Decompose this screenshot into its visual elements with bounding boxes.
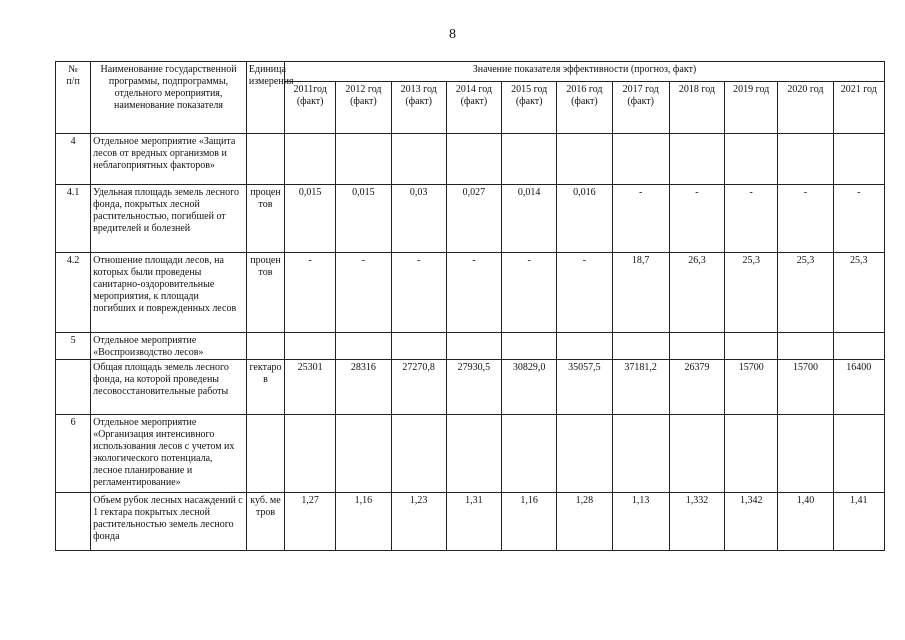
row-value <box>833 415 884 493</box>
row-value <box>612 415 669 493</box>
row-value: 0,03 <box>391 185 446 253</box>
row-name: Объем рубок лесных насаждений с 1 гектара покрытых лесной растительностью земель лесного фонда <box>91 493 247 551</box>
row-value <box>336 415 391 493</box>
row-value <box>557 333 612 360</box>
row-value: - <box>778 185 833 253</box>
header-year: 2012 год (факт) <box>336 82 391 134</box>
row-name: Общая площадь земель лесного фонда, на которой проведены лесовосстановительные работы <box>91 360 247 415</box>
row-number: 4.1 <box>56 185 91 253</box>
page-number: 8 <box>449 27 456 42</box>
header-value-group: Значение показателя эффективности (прогноз, факт) <box>285 62 885 82</box>
row-unit: процентов <box>246 185 284 253</box>
header-year: 2015 год (факт) <box>502 82 557 134</box>
table-row <box>56 134 885 185</box>
row-unit <box>246 134 284 185</box>
row-value: - <box>725 185 778 253</box>
row-value <box>778 415 833 493</box>
row-value: 0,016 <box>557 185 612 253</box>
row-value: 1,332 <box>669 493 724 551</box>
header-year: 2013 год (факт) <box>391 82 446 134</box>
header-year: 2011год (факт) <box>285 82 336 134</box>
row-value: 0,014 <box>502 185 557 253</box>
row-value: 1,16 <box>336 493 391 551</box>
row-value: 1,13 <box>612 493 669 551</box>
row-value: 37181,2 <box>612 360 669 415</box>
row-value: - <box>336 253 391 333</box>
header-unit: Единица измерения <box>246 62 284 134</box>
row-value <box>502 415 557 493</box>
table-row <box>56 493 885 551</box>
row-value <box>833 134 884 185</box>
header-year: 2018 год <box>669 82 724 134</box>
row-name: Отдельное мероприятие «Организация интенсивного использования лесов с учетом их экологического потенциала, лесное планирование и регламентирование» <box>91 415 247 493</box>
row-value: 27270,8 <box>391 360 446 415</box>
row-value <box>778 134 833 185</box>
row-value <box>557 415 612 493</box>
row-value: 25301 <box>285 360 336 415</box>
row-value: 15700 <box>778 360 833 415</box>
row-value <box>285 333 336 360</box>
row-name: Отношение площади лесов, на которых были проведены санитарно-оздоровительные мероприятия, к площади погибших и поврежденных лесов <box>91 253 247 333</box>
row-value: 1,41 <box>833 493 884 551</box>
row-value: - <box>446 253 501 333</box>
row-value: 25,3 <box>833 253 884 333</box>
row-value <box>557 134 612 185</box>
row-value: - <box>669 185 724 253</box>
row-value: 18,7 <box>612 253 669 333</box>
row-name: Удельная площадь земель лесного фонда, покрытых лесной растительностью, погибшей от вредителей и болезней <box>91 185 247 253</box>
table-row <box>56 333 885 360</box>
header-name: Наименование государственной программы, подпрограммы, отдельного мероприятия, наименование показателя <box>91 62 247 134</box>
header-year: 2019 год <box>725 82 778 134</box>
row-value <box>391 134 446 185</box>
row-value <box>669 415 724 493</box>
row-value <box>446 415 501 493</box>
header-year: 2020 год <box>778 82 833 134</box>
row-number: 6 <box>56 415 91 493</box>
row-value: - <box>612 185 669 253</box>
row-value: 26379 <box>669 360 724 415</box>
row-name: Отдельное мероприятие «Защита лесов от вредных организмов и неблагоприятных факторов» <box>91 134 247 185</box>
header-year: 2014 год (факт) <box>446 82 501 134</box>
header-year: 2021 год <box>833 82 884 134</box>
row-value <box>336 134 391 185</box>
row-unit: гектаров <box>246 360 284 415</box>
row-value <box>446 333 501 360</box>
row-value: 25,3 <box>725 253 778 333</box>
table-row <box>56 185 885 253</box>
row-name: Отдельное мероприятие «Воспроизводство лесов» <box>91 333 247 360</box>
row-value: 0,015 <box>336 185 391 253</box>
row-number <box>56 360 91 415</box>
row-value: - <box>502 253 557 333</box>
row-value: - <box>557 253 612 333</box>
row-value <box>391 333 446 360</box>
row-value: 1,28 <box>557 493 612 551</box>
row-value <box>391 415 446 493</box>
row-value <box>725 134 778 185</box>
row-value: 16400 <box>833 360 884 415</box>
row-unit <box>246 333 284 360</box>
row-value: 26,3 <box>669 253 724 333</box>
row-value: 1,31 <box>446 493 501 551</box>
row-value <box>669 134 724 185</box>
row-value <box>502 333 557 360</box>
row-number: 5 <box>56 333 91 360</box>
row-unit: процентов <box>246 253 284 333</box>
row-value <box>725 333 778 360</box>
row-value: - <box>833 185 884 253</box>
row-value: 0,027 <box>446 185 501 253</box>
header-year: 2017 год (факт) <box>612 82 669 134</box>
row-number: 4 <box>56 134 91 185</box>
row-value: 30829,0 <box>502 360 557 415</box>
row-value: 0,015 <box>285 185 336 253</box>
row-value <box>502 134 557 185</box>
row-value: 1,27 <box>285 493 336 551</box>
row-value <box>285 415 336 493</box>
row-value: 1,23 <box>391 493 446 551</box>
header-year: 2016 год (факт) <box>557 82 612 134</box>
row-value <box>778 333 833 360</box>
row-value <box>336 333 391 360</box>
row-value <box>285 134 336 185</box>
row-value <box>669 333 724 360</box>
row-value <box>612 134 669 185</box>
header-number: № п/п <box>56 62 91 134</box>
row-value <box>446 134 501 185</box>
row-value <box>725 415 778 493</box>
row-unit: куб. метров <box>246 493 284 551</box>
row-number: 4.2 <box>56 253 91 333</box>
row-value: 27930,5 <box>446 360 501 415</box>
row-value <box>833 333 884 360</box>
table-row <box>56 360 885 415</box>
row-value: 1,16 <box>502 493 557 551</box>
row-value: 28316 <box>336 360 391 415</box>
table-row <box>56 415 885 493</box>
table-row <box>56 253 885 333</box>
row-value: 1,342 <box>725 493 778 551</box>
efficiency-indicators-table <box>55 61 885 551</box>
row-number <box>56 493 91 551</box>
row-value: 25,3 <box>778 253 833 333</box>
row-value: 35057,5 <box>557 360 612 415</box>
row-value: 1,40 <box>778 493 833 551</box>
row-value: 15700 <box>725 360 778 415</box>
row-value: - <box>391 253 446 333</box>
row-value: - <box>285 253 336 333</box>
row-unit <box>246 415 284 493</box>
row-value <box>612 333 669 360</box>
